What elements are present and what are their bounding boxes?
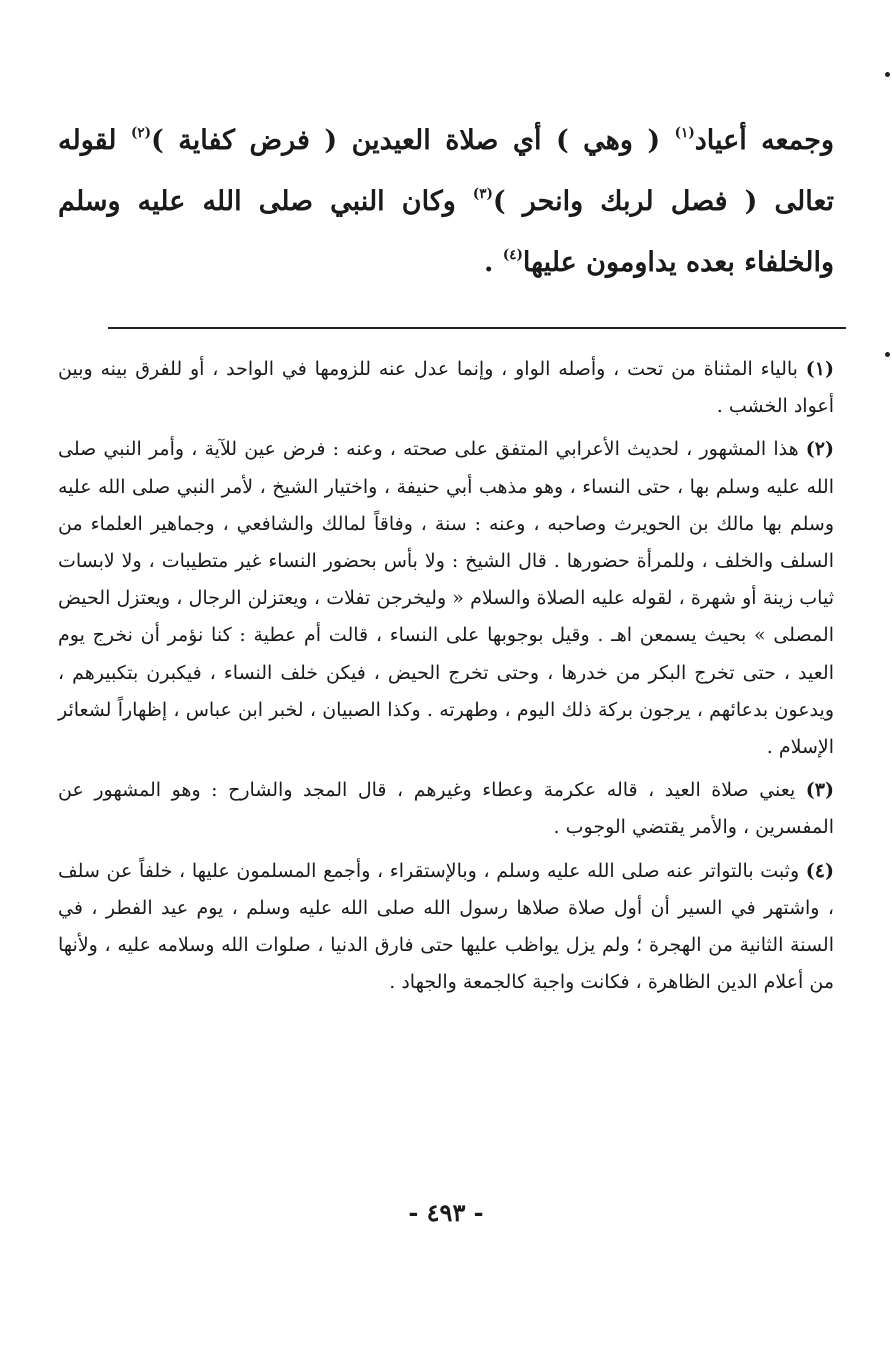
main-text-part-3: لقوله تعالى ( فصل لربك وانحر ): [58, 125, 834, 217]
footnote-3: [58, 772, 834, 846]
footnote-ref-3: (٣): [472, 185, 493, 202]
main-text-part-1: وجمعه أعياد: [694, 125, 835, 156]
main-text-part-4: وكان النبي صلى الله عليه وسلم والخلفاء بعده يداومون عليها: [58, 186, 834, 278]
main-text-end: .: [484, 247, 503, 278]
footnote-ref-4: (٤): [502, 246, 523, 263]
footnote-ref-2: (٢): [131, 124, 152, 141]
footnote-text: بالياء المثناة من تحت ، وأصله الواو ، وإنما عدل عنه للزومها في الواحد ، أو للفرق بينه وبين أعواد الخشب .: [58, 358, 834, 418]
footnote-separator: [108, 327, 846, 329]
footnotes: [58, 351, 834, 1001]
footnote-number: (٤): [805, 859, 835, 882]
footnote-number: (١): [805, 358, 834, 380]
footnote-text: وثبت بالتواتر عنه صلى الله عليه وسلم ، وبالإستقراء ، وأجمع المسلمون عليها ، خلفاً عن سلف ، واشتهر في السير أن أول صلاة صلاها رسول الله صلى الله عليه وسلم ، يوم عيد الفطر ، في السنة الثانية من الهجرة ؛ ولم يزل يواظب عليها حتى فارق الدنيا ، صلوات الله وسلامه عليه ، ولأنها من أعلام الدين الظاهرة ، فكانت واجبة كالجمعة والجهاد .: [58, 859, 834, 994]
footnote-ref-1: (١): [674, 124, 695, 141]
footnote-1: [58, 351, 834, 425]
footnote-2: [58, 431, 834, 766]
footnote-4: [58, 853, 834, 1002]
main-text: [58, 110, 834, 293]
footnote-text: يعني صلاة العيد ، قاله عكرمة وعطاء وغيرهم ، قال المجد والشارح : وهو المشهور عن المفسرين ، والأمر يقتضي الوجوب .: [58, 779, 834, 839]
margin-mark: [885, 352, 890, 357]
footnote-number: (٣): [805, 779, 834, 802]
footnote-number: (٢): [805, 438, 834, 461]
page-number: - ٤٩٣ -: [408, 1198, 484, 1227]
margin-mark: [885, 72, 890, 77]
footnote-text: هذا المشهور ، لحديث الأعرابي المتفق على صحته ، وعنه : فرض عين للآية ، وأمر النبي صلى الله عليه وسلم بها ، حتى النساء ، وهو مذهب أبي حنيفة ، واختيار الشيخ ، لأمر النبي صلى الله عليه وسلم بها مالك بن الحويرث وصاحبه ، وعنه : سنة ، وفاقاً لمالك والشافعي ، وجماهير العلماء من السلف والخلف ، وللمرأة حضورها . قال الشيخ : ولا بأس بحضور النساء غير متطيبات ، ولا لابسات ثياب زينة أو شهرة ، لقوله عليه الصلاة والسلام « وليخرجن تفلات ، ويعتزلن الرجال ، ويعتزل الحيض المصلى » بحيث يسمعن اهـ . وقيل بوجوبها على النساء ، قالت أم عطية : كنا نؤمر أن نخرج يوم العيد ، حتى تخرج البكر من خدرها ، وحتى تخرج الحيض ، فيكن خلف النساء ، فيكبرن بتكبيرهم ، ويدعون بدعائهم ، يرجون بركة ذلك اليوم ، وطهرته . وكذا الصبيان ، لخبر ابن عباس ، إظهاراً لشعائر الإسلام .: [58, 438, 834, 759]
main-text-part-2: ( وهي ) أي صلاة العيدين ( فرض كفاية ): [151, 125, 675, 156]
